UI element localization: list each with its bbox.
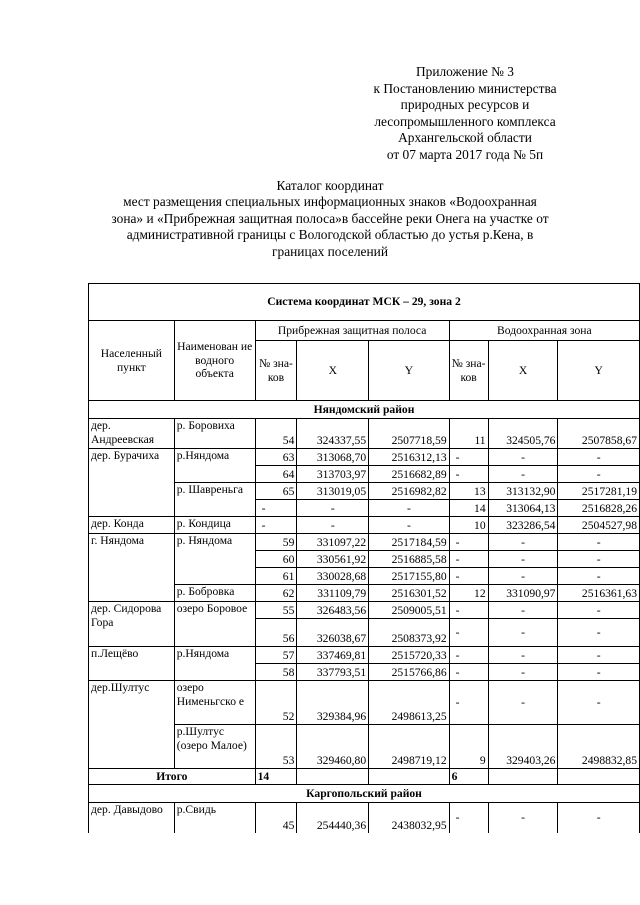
y-cell: 2498613,25 [369,681,450,725]
y-cell: - [558,602,640,619]
sign-number-cell: 57 [255,647,297,664]
x-cell: 337469,81 [297,647,369,664]
sign-number-cell: - [449,568,488,585]
appendix-block [352,64,578,164]
x-cell: 329460,80 [297,725,369,769]
x-cell: - [488,466,558,483]
y-cell: 2498832,85 [558,725,640,769]
x-cell: 324505,76 [488,419,558,449]
y-cell: - [558,449,640,466]
x-cell: 331109,79 [297,585,369,602]
header-y: Y [369,341,450,401]
x-cell: 329403,26 [488,725,558,769]
empty-cell [297,769,369,785]
total-label: Итого [89,769,256,785]
x-cell: 313703,97 [297,466,369,483]
sign-number-cell: - [449,534,488,551]
x-cell: 313068,70 [297,449,369,466]
y-cell: 2515766,86 [369,664,450,681]
total-water-zone-count: 6 [449,769,488,785]
water-object-cell: р. Няндома [174,534,255,585]
sign-number-cell: 53 [255,725,297,769]
y-cell: - [558,619,640,647]
appendix-line: от 07 марта 2017 года № 5п [386,146,544,162]
district-name: Каргопольский район [89,785,640,803]
heading-line: границах поселений [272,243,388,259]
sign-number-cell: 64 [255,466,297,483]
header-x: X [297,341,369,401]
x-cell: - [488,664,558,681]
sign-number-cell: 63 [255,449,297,466]
sign-number-cell: - [449,619,488,647]
sign-number-cell: 9 [449,725,488,769]
sign-number-cell: 60 [255,551,297,568]
x-cell: 313064,13 [488,500,558,517]
x-cell: 326038,67 [297,619,369,647]
total-coastal-count: 14 [255,769,297,785]
total-row [89,769,640,785]
water-object-cell: озеро Боровое [174,602,255,647]
appendix-line: Архангельской области [398,130,532,146]
settlement-cell: дер. Андреевская [89,419,175,449]
sign-number-cell: 55 [255,602,297,619]
sign-number-cell: 61 [255,568,297,585]
settlement-cell: дер. Давыдово [89,803,175,833]
table-row [89,803,640,833]
y-cell: 2507718,59 [369,419,450,449]
header-water-object: Наименован ие водного объекта [174,321,255,401]
sign-number-cell: 13 [449,483,488,500]
y-cell: 2517281,19 [558,483,640,500]
y-cell: 2498719,12 [369,725,450,769]
settlement-cell: г. Няндома [89,534,175,602]
water-object-cell: р.Шултус (озеро Малое) [174,725,255,769]
header-y: Y [558,341,640,401]
district-row [89,785,640,803]
y-cell: 2516828,26 [558,500,640,517]
header-x: X [488,341,558,401]
sign-number-cell: 52 [255,681,297,725]
table-row [89,681,640,725]
y-cell: - [558,534,640,551]
header-settlement: Населенный пункт [89,321,175,401]
water-object-cell: р.Свидь [174,803,255,833]
sign-number-cell: - [449,681,488,725]
appendix-line: к Постановлению министерства [373,80,557,96]
sign-number-cell: 14 [449,500,488,517]
water-object-cell: р. Кондица [174,517,255,534]
sign-number-cell: - [449,803,488,833]
y-cell: - [558,803,640,833]
coordinates-table [88,283,640,833]
empty-cell [558,769,640,785]
x-cell: 323286,54 [488,517,558,534]
settlement-cell: дер. Сидорова Гора [89,602,175,647]
y-cell: - [558,466,640,483]
table-row [89,647,640,664]
sign-number-cell: - [449,466,488,483]
y-cell: - [558,664,640,681]
sign-number-cell: 59 [255,534,297,551]
catalog-heading [60,178,600,260]
y-cell: 2516885,58 [369,551,450,568]
y-cell: 2516361,63 [558,585,640,602]
water-object-cell: р. Боровиха [174,419,255,449]
system-title-row [89,284,640,321]
y-cell: 2508373,92 [369,619,450,647]
water-object-cell: р.Няндома [174,449,255,483]
x-cell: - [488,647,558,664]
empty-cell [369,769,450,785]
water-object-cell: р.Няндома [174,647,255,681]
x-cell: 330561,92 [297,551,369,568]
table-row [89,449,640,466]
y-cell: 2516982,82 [369,483,450,500]
appendix-line: природных ресурсов и [400,97,530,113]
district-name: Няндомский район [89,401,640,419]
x-cell: - [488,681,558,725]
settlement-cell: дер.Шултус [89,681,175,769]
y-cell: 2515720,33 [369,647,450,664]
y-cell: - [369,517,450,534]
sign-number-cell: 12 [449,585,488,602]
x-cell: 313132,90 [488,483,558,500]
water-object-cell: р. Шавреньга [174,483,255,517]
x-cell: - [297,500,369,517]
y-cell: 2438032,95 [369,803,450,833]
water-object-cell: озеро Нименьгско е [174,681,255,725]
heading-line: Каталог координат [276,178,384,193]
settlement-cell: дер. Бурачиха [89,449,175,517]
sign-number-cell: - [449,551,488,568]
table-row [89,534,640,551]
x-cell: 313019,05 [297,483,369,500]
x-cell: 326483,56 [297,602,369,619]
y-cell: 2507858,67 [558,419,640,449]
sign-number-cell: 11 [449,419,488,449]
header-sign-number: № зна-ков [255,341,297,401]
sign-number-cell: - [449,602,488,619]
x-cell: - [488,449,558,466]
table-row [89,602,640,619]
header-row-groups [89,321,640,341]
header-sign-number: № зна-ков [449,341,488,401]
x-cell: 330028,68 [297,568,369,585]
sign-number-cell: 56 [255,619,297,647]
sign-number-cell: - [255,517,297,534]
x-cell: - [488,551,558,568]
y-cell: 2516301,52 [369,585,450,602]
x-cell: - [488,803,558,833]
y-cell: - [558,568,640,585]
header-water-zone: Водоохранная зона [449,321,639,341]
x-cell: - [297,517,369,534]
y-cell: 2504527,98 [558,517,640,534]
appendix-line: лесопромышленного комплекса [374,113,556,129]
sign-number-cell: 10 [449,517,488,534]
sign-number-cell: 54 [255,419,297,449]
x-cell: 331097,22 [297,534,369,551]
x-cell: - [488,534,558,551]
header-coastal-strip: Прибрежная защитная полоса [255,321,449,341]
sign-number-cell: 45 [255,803,297,833]
table-row [89,419,640,449]
system-title: Система координат МСК – 29, зона 2 [89,284,640,321]
heading-line: зона» и «Прибрежная защитная полоса»в бассейне реки Онега на участке от [111,210,549,226]
sign-number-cell: - [255,500,297,517]
sign-number-cell: 62 [255,585,297,602]
heading-line: административной границы с Вологодской областью до устья р.Кена, в [126,227,534,243]
y-cell: - [558,551,640,568]
x-cell: - [488,568,558,585]
y-cell: 2517184,59 [369,534,450,551]
sign-number-cell: - [449,664,488,681]
water-object-cell: р. Бобровка [174,585,255,602]
sign-number-cell: 65 [255,483,297,500]
y-cell: - [558,681,640,725]
table-row [89,517,640,534]
y-cell: 2516682,89 [369,466,450,483]
empty-cell [488,769,558,785]
x-cell: 329384,96 [297,681,369,725]
x-cell: 331090,97 [488,585,558,602]
x-cell: - [488,619,558,647]
x-cell: 254440,36 [297,803,369,833]
y-cell: - [369,500,450,517]
settlement-cell: п.Лещёво [89,647,175,681]
x-cell: 324337,55 [297,419,369,449]
appendix-line: Приложение № 3 [415,64,515,79]
x-cell: 337793,51 [297,664,369,681]
district-row [89,401,640,419]
settlement-cell: дер. Конда [89,517,175,534]
sign-number-cell: 58 [255,664,297,681]
heading-line: мест размещения специальных информационных знаков «Водоохранная [123,194,537,210]
sign-number-cell: - [449,647,488,664]
y-cell: 2509005,51 [369,602,450,619]
y-cell: 2517155,80 [369,568,450,585]
x-cell: - [488,602,558,619]
y-cell: 2516312,13 [369,449,450,466]
y-cell: - [558,647,640,664]
sign-number-cell: - [449,449,488,466]
